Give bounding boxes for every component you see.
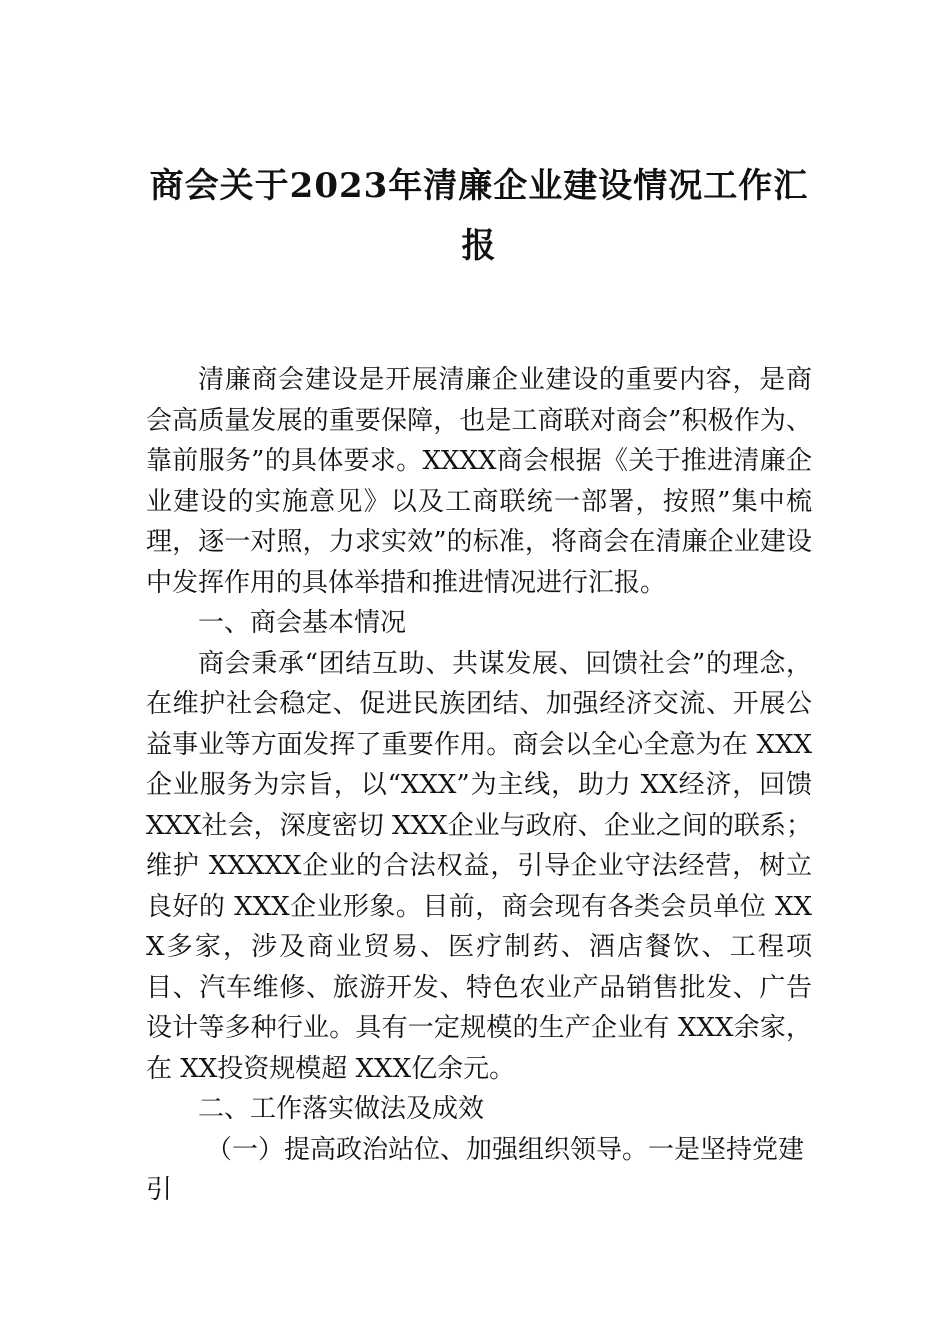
basic-info-paragraph: 商会秉承“团结互助、共谋发展、回馈社会”的理念，在维护社会稳定、促进民族团结、加强经济交流、开展公益事业等方面发挥了重要作用。商会以全心全意为在 XXX企业服务为宗旨，以“XXX”为主线，助力 XX经济，回馈 XXX社会，深度密切 XXX企业与政府、企业之间的联系；维护 XXXXX企业的合法权益，引导企业守法经营，树立良好的 XXX企业形象。目前，商会现有各类会员单位 XXX多家，涉及商业贸易、医疗制药、酒店餐饮、工程项目、汽车维修、旅游开发、特色农业产品销售批发、广告设计等多种行业。具有一定规模的生产企业有 XXX余家，在 XX投资规模超 XXX亿余元。 xyxy=(146,648,812,1084)
sub-section-heading-1: （一）提高政治站位、加强组织领导。一是坚持党建引 xyxy=(146,1134,805,1205)
section-heading-1: 一、商会基本情况 xyxy=(198,608,407,638)
section-heading-2: 二、工作落实做法及成效 xyxy=(198,1094,485,1124)
title-line-1: 商会关于2023年清廉企业建设情况工作汇 xyxy=(149,166,809,206)
title-line-2: 报 xyxy=(461,226,497,266)
document-title xyxy=(146,156,812,276)
intro-paragraph: 清廉商会建设是开展清廉企业建设的重要内容，是商会高质量发展的重要保障，也是工商联对商会”积极作为、靠前服务”的具体要求。XXXX商会根据《关于推进清廉企业建设的实施意见》以及工商联统一部署，按照”集中梳理，逐一对照，力求实效”的标准，将商会在清廉企业建设中发挥作用的具体举措和推进情况进行汇报。 xyxy=(146,365,812,598)
document-body xyxy=(146,360,812,1211)
